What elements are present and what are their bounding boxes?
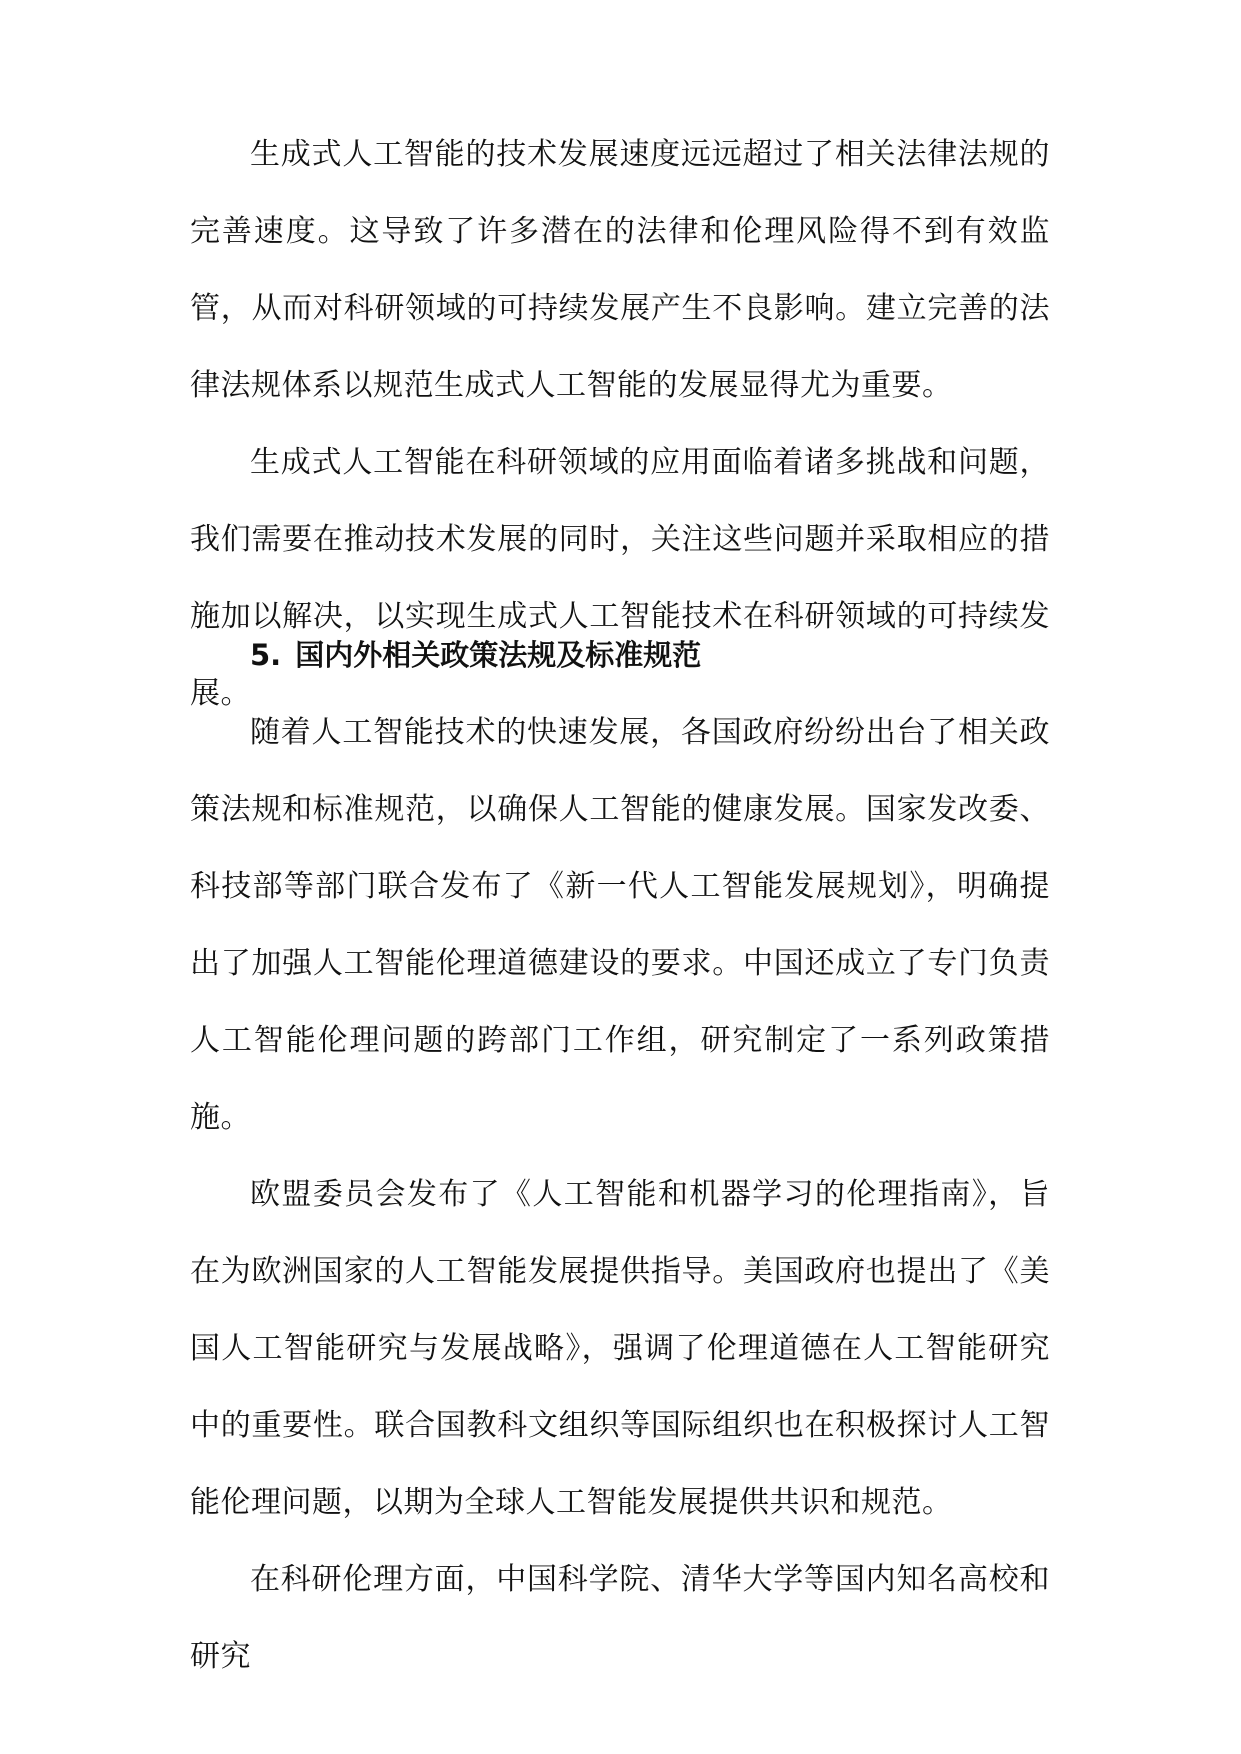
- paragraph-domestic-policy: 随着人工智能技术的快速发展，各国政府纷纷出台了相关政策法规和标准规范，以确保人工智能的健康发展。国家发改委、科技部等部门联合发布了《新一代人工智能发展规划》，明确提出了加强人工智能伦理道德建设的要求。中国还成立了专门负责人工智能伦理问题的跨部门工作组，研究制定了一系列政策措施。: [190, 715, 1050, 1135]
- paragraph-challenges-summary: 生成式人工智能在科研领域的应用面临着诸多挑战和问题，我们需要在推动技术发展的同时，关注这些问题并采取相应的措施加以解决，以实现生成式人工智能技术在科研领域的可持续发展。: [190, 445, 1050, 711]
- section-number: 5.: [250, 638, 282, 672]
- section-heading: [190, 617, 1050, 694]
- paragraph-legal-gap: 生成式人工智能的技术发展速度远远超过了相关法律法规的完善速度。这导致了许多潜在的法律和伦理风险得不到有效监管，从而对科研领域的可持续发展产生不良影响。建立完善的法律法规体系以规范生成式人工智能的发展显得尤为重要。: [190, 137, 1050, 403]
- section-5: [190, 617, 1050, 1695]
- paragraph-research-ethics: 在科研伦理方面，中国科学院、清华大学等国内知名高校和研究: [190, 1562, 1050, 1674]
- paragraph-international-policy: 欧盟委员会发布了《人工智能和机器学习的伦理指南》，旨在为欧洲国家的人工智能发展提供指导。美国政府也提出了《美国人工智能研究与发展战略》，强调了伦理道德在人工智能研究中的重要性。联合国教科文组织等国际组织也在积极探讨人工智能伦理问题，以期为全球人工智能发展提供共识和规范。: [190, 1177, 1050, 1520]
- section-title: 国内外相关政策法规及标准规范: [295, 638, 702, 672]
